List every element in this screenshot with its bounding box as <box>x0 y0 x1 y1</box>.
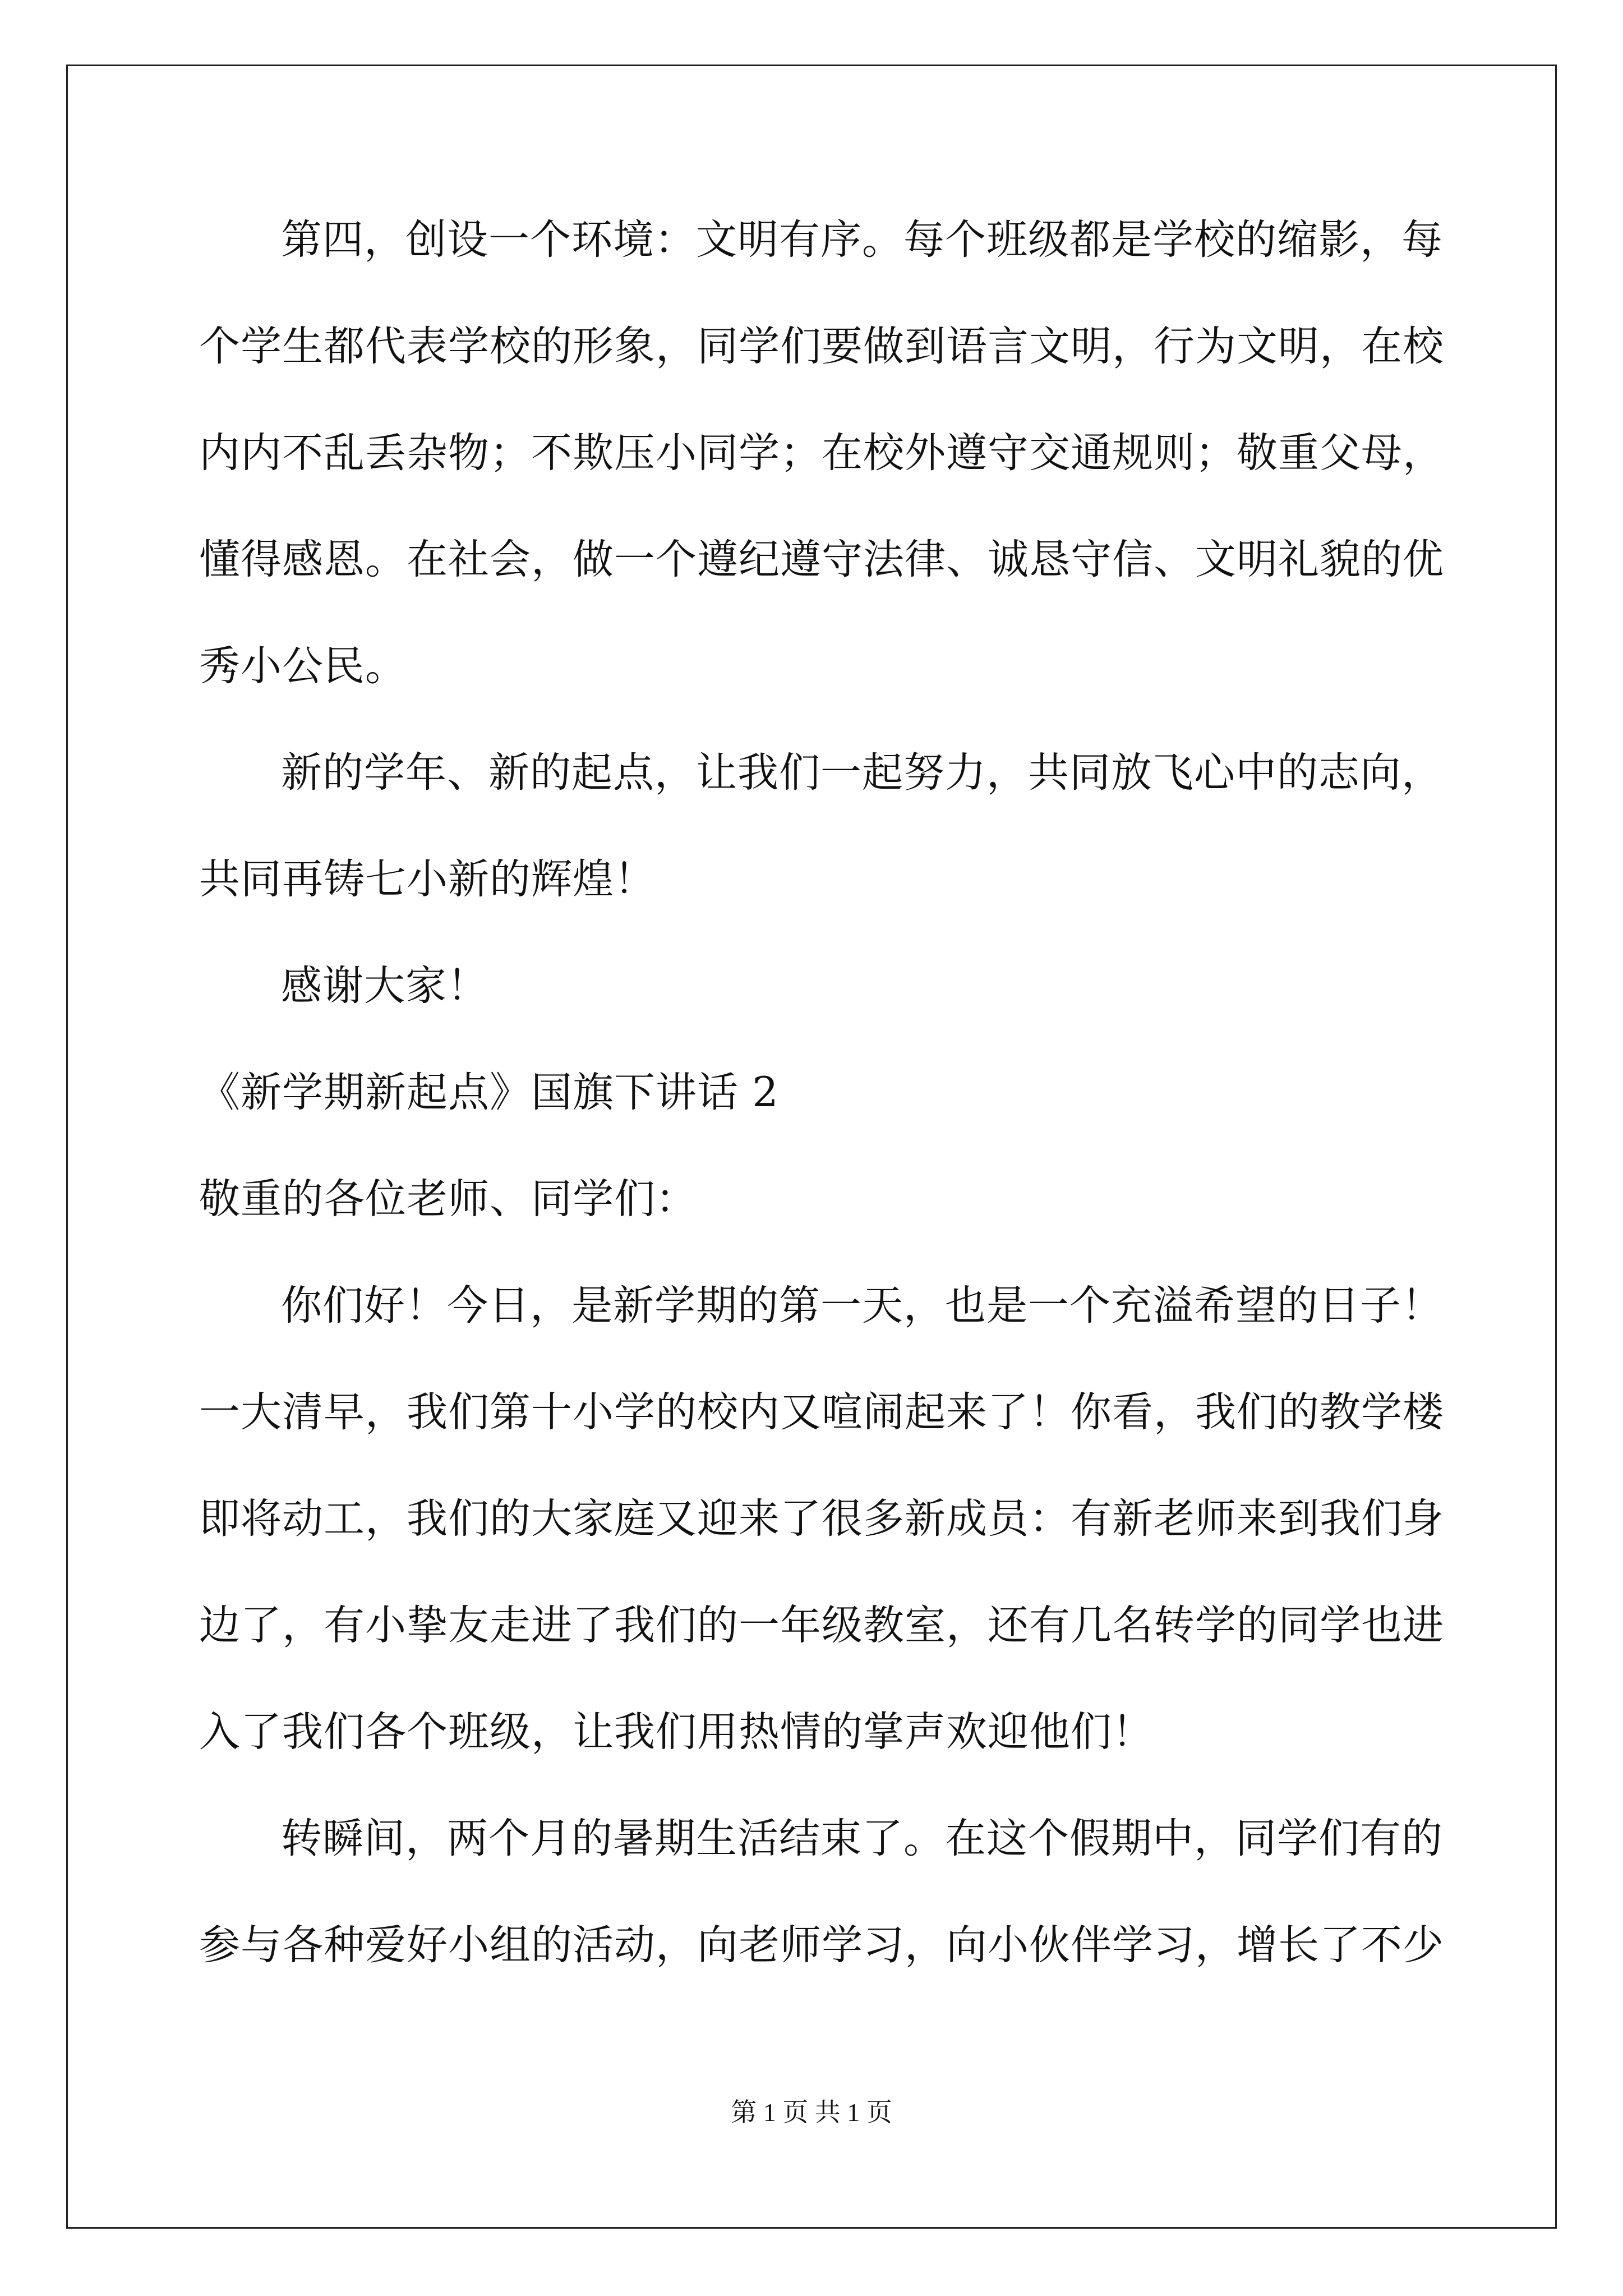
text-line: 内内不乱丢杂物；不欺压小同学；在校外遵守交通规则；敬重父母， <box>199 429 1444 477</box>
text-line: 入了我们各个班级，让我们用热情的掌声欢迎他们！ <box>199 1708 1154 1756</box>
text-line: 第四，创设一个环境：文明有序。每个班级都是学校的缩影，每 <box>281 216 1443 264</box>
text-line: 你们好！今日，是新学期的第一天，也是一个充溢希望的日子！ <box>281 1282 1443 1329</box>
page-footer: 第 1 页 共 1 页 <box>731 2098 892 2127</box>
page-border <box>66 65 1557 2229</box>
section-heading: 《新学期新起点》国旗下讲话 2 <box>199 1069 779 1116</box>
text-line: 秀小公民。 <box>199 642 407 690</box>
salutation: 敬重的各位老师、同学们： <box>199 1175 697 1223</box>
text-line: 一大清早，我们第十小学的校内又喧闹起来了！你看，我们的教学楼 <box>199 1388 1444 1436</box>
text-line: 即将动工，我们的大家庭又迎来了很多新成员：有新老师来到我们身 <box>199 1495 1444 1543</box>
text-line: 感谢大家！ <box>281 962 488 1010</box>
text-line: 边了，有小挚友走进了我们的一年级教室，还有几名转学的同学也进 <box>199 1602 1444 1649</box>
text-line: 转瞬间，两个月的暑期生活结束了。在这个假期中，同学们有的 <box>281 1815 1443 1862</box>
text-line: 新的学年、新的起点，让我们一起努力，共同放飞心中的志向， <box>281 749 1443 797</box>
text-line: 共同再铸七小新的辉煌！ <box>199 855 656 903</box>
text-line: 参与各种爱好小组的活动，向老师学习，向小伙伴学习，增长了不少 <box>199 1921 1444 1969</box>
text-line: 懂得感恩。在社会，做一个遵纪遵守法律、诚恳守信、文明礼貌的优 <box>199 536 1444 583</box>
text-line: 个学生都代表学校的形象，同学们要做到语言文明，行为文明，在校 <box>199 323 1444 370</box>
